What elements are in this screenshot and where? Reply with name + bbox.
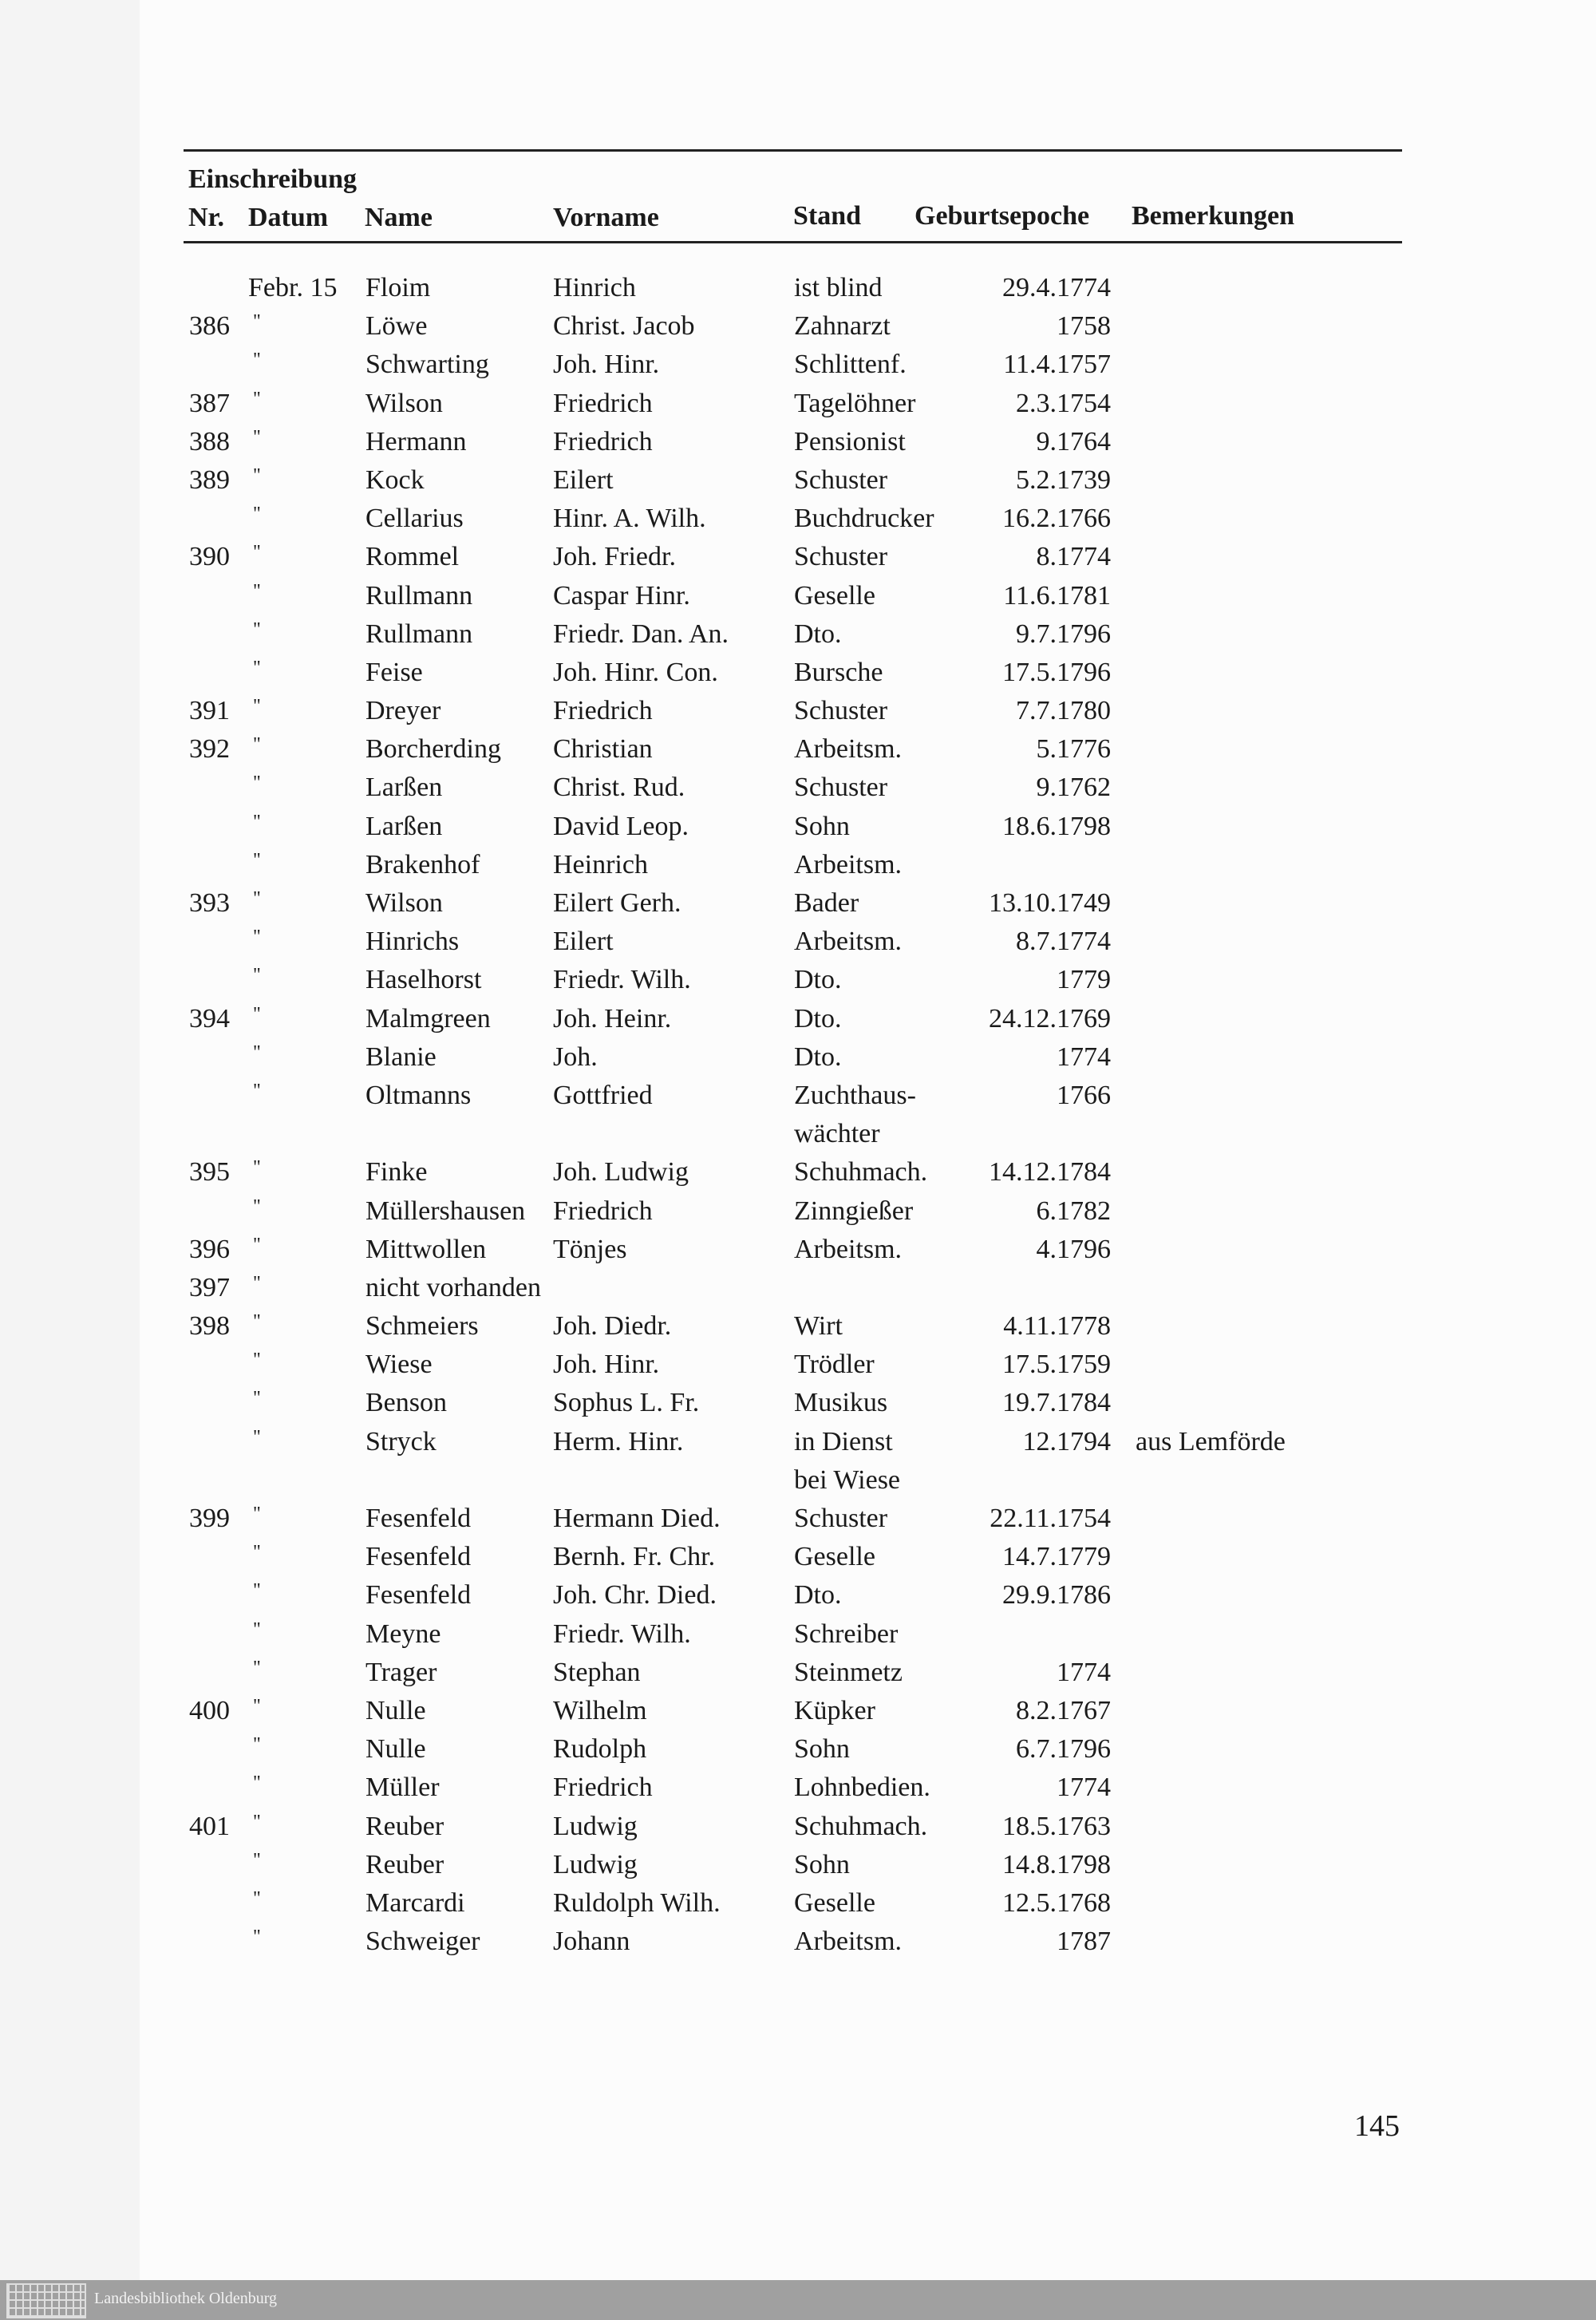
table-row xyxy=(0,577,1596,615)
first-name: Christ. Rud. xyxy=(553,773,685,803)
surname: Malmgreen xyxy=(365,1003,491,1034)
header-rule xyxy=(184,241,1402,243)
first-name: Ruldolph Wilh. xyxy=(553,1887,721,1918)
surname: Feise xyxy=(365,657,423,687)
birth-date: 8.2.1767 xyxy=(1016,1695,1111,1725)
entry-number: 400 xyxy=(189,1695,230,1725)
surname: Hermann xyxy=(365,426,467,456)
page-number: 145 xyxy=(1354,2109,1400,2143)
table-row xyxy=(0,1576,1596,1615)
first-name: Hinr. A. Wilh. xyxy=(553,504,706,534)
birth-date: 7.7.1780 xyxy=(1016,696,1111,726)
birth-date: 1766 xyxy=(1057,1080,1111,1110)
table-row xyxy=(0,1654,1596,1692)
surname: Fesenfeld xyxy=(365,1542,472,1572)
birth-date: 2.3.1754 xyxy=(1016,388,1111,418)
first-name: Hermann Died. xyxy=(553,1504,721,1533)
birth-date: 29.9.1786 xyxy=(1002,1580,1111,1611)
first-name: Gottfried xyxy=(553,1080,653,1110)
entry-date: " xyxy=(253,811,261,832)
surname: Müllershausen xyxy=(365,1196,526,1226)
surname: Mittwollen xyxy=(365,1234,487,1264)
birth-date: 17.5.1796 xyxy=(1002,657,1111,687)
table-row xyxy=(0,307,1596,346)
first-name: Joh. Friedr. xyxy=(553,542,676,572)
table-row xyxy=(0,884,1596,923)
entry-number: 399 xyxy=(189,1504,230,1533)
birth-date: 5.1776 xyxy=(1036,734,1111,765)
table-row xyxy=(0,1077,1596,1115)
first-name: Herm. Hinr. xyxy=(553,1426,684,1456)
birth-date: 9.1762 xyxy=(1036,773,1111,803)
occupation: Sohn xyxy=(794,811,850,841)
occupation: Dto. xyxy=(794,1580,842,1611)
first-name: Friedr. Wilh. xyxy=(553,965,691,995)
header-vorname: Vorname xyxy=(553,203,659,232)
entry-date: " xyxy=(253,1657,261,1678)
entry-date: " xyxy=(253,1196,261,1217)
library-building-icon xyxy=(6,2283,86,2318)
first-name: Caspar Hinr. xyxy=(553,580,690,611)
birth-date: 1779 xyxy=(1057,965,1111,995)
surname: Fesenfeld xyxy=(365,1580,472,1611)
birth-date: 14.8.1798 xyxy=(1002,1849,1111,1879)
entry-date: " xyxy=(253,1811,261,1832)
birth-date: 18.6.1798 xyxy=(1002,811,1111,841)
occupation: ist blind xyxy=(794,273,883,302)
table-row xyxy=(0,1615,1596,1654)
entry-number: 386 xyxy=(189,311,230,342)
first-name: Sophus L. Fr. xyxy=(553,1388,700,1418)
remark: aus Lemförde xyxy=(1136,1426,1286,1456)
surname: Nulle xyxy=(365,1695,426,1725)
occupation: Arbeitsm. xyxy=(794,1927,903,1957)
surname: Schweiger xyxy=(365,1927,480,1957)
table-row xyxy=(0,1730,1596,1769)
surname: Larßen xyxy=(365,773,443,803)
surname: Wiese xyxy=(365,1350,433,1380)
table-row xyxy=(0,1846,1596,1884)
first-name: Rudolph xyxy=(553,1734,647,1765)
surname: Trager xyxy=(365,1657,437,1687)
surname: Haselhorst xyxy=(365,965,482,995)
entry-date: " xyxy=(253,1542,261,1563)
entry-date: " xyxy=(253,1350,261,1371)
entry-date: " xyxy=(253,1311,261,1333)
first-name: Eilert xyxy=(553,927,614,957)
birth-date: 4.1796 xyxy=(1036,1234,1111,1264)
table-row xyxy=(0,1538,1596,1576)
table-row xyxy=(0,538,1596,576)
entry-date: " xyxy=(253,580,261,602)
occupation: Pensionist xyxy=(794,426,906,456)
occupation: Geselle xyxy=(794,1542,875,1572)
entry-date: " xyxy=(253,657,261,678)
entry-date: " xyxy=(253,311,261,333)
occupation: bei Wiese xyxy=(794,1464,901,1495)
first-name: Tönjes xyxy=(553,1234,627,1264)
table-row xyxy=(0,461,1596,500)
entry-number: 390 xyxy=(189,542,230,572)
entry-date: " xyxy=(253,1080,261,1101)
birth-date: 9.1764 xyxy=(1036,426,1111,456)
table-row xyxy=(0,730,1596,769)
first-name: Christian xyxy=(553,734,653,765)
header-geburtsepoche: Geburtsepoche xyxy=(915,201,1090,231)
header-bemerkungen: Bemerkungen xyxy=(1132,201,1294,231)
table-row xyxy=(0,1346,1596,1384)
occupation: Schuster xyxy=(794,1504,888,1533)
occupation: Dto. xyxy=(794,1003,842,1034)
birth-date: 17.5.1759 xyxy=(1002,1350,1111,1380)
entry-date: " xyxy=(253,1773,261,1794)
occupation: Steinmetz xyxy=(794,1657,903,1687)
table-row xyxy=(0,1153,1596,1192)
entry-date: " xyxy=(253,927,261,948)
entry-date: " xyxy=(253,1927,261,1948)
birth-date: 29.4.1774 xyxy=(1002,273,1111,302)
first-name: David Leop. xyxy=(553,811,689,841)
first-name: Joh. Hinr. xyxy=(553,350,660,380)
entry-date: " xyxy=(253,1695,261,1717)
table-row xyxy=(0,1307,1596,1346)
surname: Reuber xyxy=(365,1849,444,1879)
entry-date: " xyxy=(253,1388,261,1409)
birth-date: 1774 xyxy=(1057,1657,1111,1687)
table-row xyxy=(0,1231,1596,1269)
surname: Floim xyxy=(365,273,431,302)
entry-date: " xyxy=(253,1003,261,1025)
first-name: Johann xyxy=(553,1927,630,1957)
first-name: Friedrich xyxy=(553,426,653,456)
birth-date: 12.1794 xyxy=(1022,1426,1111,1456)
entry-date: " xyxy=(253,1734,261,1756)
entry-date: " xyxy=(253,1234,261,1255)
occupation: Schreiber xyxy=(794,1618,899,1649)
surname: nicht vorhanden xyxy=(365,1272,541,1302)
table-row xyxy=(0,1423,1596,1461)
first-name: Friedr. Wilh. xyxy=(553,1618,691,1649)
table-row xyxy=(0,1192,1596,1231)
table-row xyxy=(0,1115,1596,1153)
entry-date: " xyxy=(253,1272,261,1294)
entry-date: " xyxy=(253,1849,261,1871)
birth-date: 6.1782 xyxy=(1036,1196,1111,1226)
birth-date: 4.11.1778 xyxy=(1003,1311,1111,1342)
entry-number: 387 xyxy=(189,388,230,418)
table-row xyxy=(0,1000,1596,1038)
occupation: Trödler xyxy=(794,1350,875,1380)
birth-date: 24.12.1769 xyxy=(989,1003,1111,1034)
entry-date: " xyxy=(253,1887,261,1909)
birth-date: 1774 xyxy=(1057,1773,1111,1803)
entry-date: " xyxy=(253,849,261,871)
surname: Brakenhof xyxy=(365,849,480,879)
table-row xyxy=(0,1923,1596,1961)
first-name: Eilert Gerh. xyxy=(553,888,681,918)
surname: Blanie xyxy=(365,1041,437,1072)
birth-date: 18.5.1763 xyxy=(1002,1811,1111,1841)
surname: Schwarting xyxy=(365,350,489,380)
first-name: Joh. Hinr. Con. xyxy=(553,657,718,687)
occupation: Schlittenf. xyxy=(794,350,907,380)
first-name: Joh. Chr. Died. xyxy=(553,1580,717,1611)
entry-date: " xyxy=(253,1157,261,1179)
occupation: Arbeitsm. xyxy=(794,1234,903,1264)
birth-date: 11.6.1781 xyxy=(1003,580,1111,611)
surname: Cellarius xyxy=(365,504,464,534)
occupation: Schuster xyxy=(794,773,888,803)
occupation: Bursche xyxy=(794,657,883,687)
entry-number: 398 xyxy=(189,1311,230,1342)
table-row xyxy=(0,846,1596,884)
table-row xyxy=(0,923,1596,961)
header-stand: Stand xyxy=(793,201,862,231)
first-name: Joh. Hinr. xyxy=(553,1350,660,1380)
table-row xyxy=(0,654,1596,692)
first-name: Ludwig xyxy=(553,1849,638,1879)
occupation: Schuster xyxy=(794,696,888,726)
entry-date: " xyxy=(253,888,261,909)
birth-date: 1774 xyxy=(1057,1041,1111,1072)
surname: Oltmanns xyxy=(365,1080,472,1110)
entry-date: " xyxy=(253,1426,261,1448)
library-name: Landesbibliothek Oldenburg xyxy=(94,2290,278,2307)
surname: Rullmann xyxy=(365,580,473,611)
table-row xyxy=(0,1808,1596,1846)
occupation: Küpker xyxy=(794,1695,875,1725)
birth-date: 5.2.1739 xyxy=(1016,464,1111,495)
occupation: wächter xyxy=(794,1119,880,1149)
occupation: Zinngießer xyxy=(794,1196,914,1226)
first-name: Friedr. Dan. An. xyxy=(553,619,729,649)
entry-number: 394 xyxy=(189,1003,230,1034)
surname: Dreyer xyxy=(365,696,441,726)
top-rule xyxy=(184,149,1402,152)
surname: Finke xyxy=(365,1157,428,1188)
birth-date: 1787 xyxy=(1057,1927,1111,1957)
birth-date: 13.10.1749 xyxy=(989,888,1111,918)
entry-date: " xyxy=(253,350,261,371)
entry-date: " xyxy=(253,388,261,409)
surname: Schmeiers xyxy=(365,1311,479,1342)
entry-date: Febr. 15 xyxy=(248,273,338,302)
birth-date: 14.12.1784 xyxy=(989,1157,1111,1188)
entry-number: 401 xyxy=(189,1811,230,1841)
birth-date: 6.7.1796 xyxy=(1016,1734,1111,1765)
table-row xyxy=(0,1769,1596,1807)
entry-date: " xyxy=(253,1618,261,1640)
surname: Reuber xyxy=(365,1811,444,1841)
surname: Müller xyxy=(365,1773,440,1803)
entry-date: " xyxy=(253,542,261,563)
table-row xyxy=(0,615,1596,654)
table-row xyxy=(0,423,1596,461)
entry-number: 396 xyxy=(189,1234,230,1264)
surname: Larßen xyxy=(365,811,443,841)
entry-number: 388 xyxy=(189,426,230,456)
entry-date: " xyxy=(253,464,261,486)
table-row xyxy=(0,1692,1596,1730)
birth-date: 12.5.1768 xyxy=(1002,1887,1111,1918)
footer-bar xyxy=(0,2280,1596,2320)
occupation: Schuhmach. xyxy=(794,1811,928,1841)
birth-date: 1758 xyxy=(1057,311,1111,342)
occupation: Zahnarzt xyxy=(794,311,891,342)
table-row xyxy=(0,1884,1596,1923)
occupation: Dto. xyxy=(794,619,842,649)
birth-date: 11.4.1757 xyxy=(1003,350,1111,380)
entry-number: 395 xyxy=(189,1157,230,1188)
entry-date: " xyxy=(253,1041,261,1063)
occupation: Wirt xyxy=(794,1311,843,1342)
first-name: Friedrich xyxy=(553,388,653,418)
entry-number: 397 xyxy=(189,1272,230,1302)
occupation: Schuhmach. xyxy=(794,1157,928,1188)
table-row xyxy=(0,1038,1596,1077)
header-datum: Datum xyxy=(248,203,329,232)
occupation: Dto. xyxy=(794,965,842,995)
table-row xyxy=(0,1500,1596,1538)
first-name: Christ. Jacob xyxy=(553,311,695,342)
first-name: Friedrich xyxy=(553,1773,653,1803)
entry-date: " xyxy=(253,734,261,756)
occupation: Zuchthaus- xyxy=(794,1080,916,1110)
header-nr: Nr. xyxy=(188,203,225,232)
surname: Stryck xyxy=(365,1426,437,1456)
birth-date: 19.7.1784 xyxy=(1002,1388,1111,1418)
occupation: Geselle xyxy=(794,580,875,611)
first-name: Joh. Heinr. xyxy=(553,1003,672,1034)
first-name: Joh. Ludwig xyxy=(553,1157,689,1188)
occupation: Lohnbedien. xyxy=(794,1773,930,1803)
occupation: Schuster xyxy=(794,464,888,495)
occupation: in Dienst xyxy=(794,1426,893,1456)
surname: Marcardi xyxy=(365,1887,465,1918)
header-name: Name xyxy=(365,203,433,232)
surname: Borcherding xyxy=(365,734,501,765)
surname: Wilson xyxy=(365,888,443,918)
entry-number: 392 xyxy=(189,734,230,765)
table-row xyxy=(0,385,1596,423)
first-name: Wilhelm xyxy=(553,1695,647,1725)
surname: Löwe xyxy=(365,311,428,342)
header-group: Einschreibung xyxy=(188,164,358,194)
entry-date: " xyxy=(253,773,261,794)
table-row xyxy=(0,269,1596,307)
occupation: Schuster xyxy=(794,542,888,572)
entry-date: " xyxy=(253,426,261,448)
occupation: Bader xyxy=(794,888,859,918)
surname: Rullmann xyxy=(365,619,473,649)
entry-date: " xyxy=(253,619,261,640)
table-row xyxy=(0,961,1596,999)
birth-date: 14.7.1779 xyxy=(1002,1542,1111,1572)
table-row xyxy=(0,346,1596,384)
surname: Kock xyxy=(365,464,425,495)
surname: Nulle xyxy=(365,1734,426,1765)
entry-date: " xyxy=(253,504,261,525)
birth-date: 8.7.1774 xyxy=(1016,927,1111,957)
first-name: Heinrich xyxy=(553,849,648,879)
table-row xyxy=(0,769,1596,807)
occupation: Arbeitsm. xyxy=(794,927,903,957)
surname: Fesenfeld xyxy=(365,1504,472,1533)
first-name: Joh. Diedr. xyxy=(553,1311,672,1342)
occupation: Sohn xyxy=(794,1849,850,1879)
birth-date: 16.2.1766 xyxy=(1002,504,1111,534)
occupation: Tagelöhner xyxy=(794,388,916,418)
occupation: Geselle xyxy=(794,1887,875,1918)
table-row xyxy=(0,500,1596,538)
occupation: Arbeitsm. xyxy=(794,734,903,765)
first-name: Eilert xyxy=(553,464,614,495)
first-name: Hinrich xyxy=(553,273,636,302)
entry-date: " xyxy=(253,1504,261,1524)
surname: Hinrichs xyxy=(365,927,460,957)
entry-number: 391 xyxy=(189,696,230,726)
entry-number: 389 xyxy=(189,464,230,495)
table-row xyxy=(0,692,1596,730)
table-row xyxy=(0,1461,1596,1500)
surname: Rommel xyxy=(365,542,460,572)
occupation: Dto. xyxy=(794,1041,842,1072)
entry-date: " xyxy=(253,965,261,986)
occupation: Musikus xyxy=(794,1388,888,1418)
first-name: Stephan xyxy=(553,1657,641,1687)
surname: Wilson xyxy=(365,388,443,418)
birth-date: 22.11.1754 xyxy=(990,1504,1111,1533)
first-name: Ludwig xyxy=(553,1811,638,1841)
surname: Meyne xyxy=(365,1618,441,1649)
register-table xyxy=(0,269,1596,1961)
birth-date: 9.7.1796 xyxy=(1016,619,1111,649)
first-name: Joh. xyxy=(553,1041,598,1072)
first-name: Friedrich xyxy=(553,696,653,726)
birth-date: 8.1774 xyxy=(1036,542,1111,572)
occupation: Buchdrucker xyxy=(794,504,934,534)
entry-date: " xyxy=(253,1580,261,1602)
occupation: Sohn xyxy=(794,1734,850,1765)
table-row xyxy=(0,1269,1596,1307)
surname: Benson xyxy=(365,1388,447,1418)
entry-date: " xyxy=(253,696,261,717)
first-name: Friedrich xyxy=(553,1196,653,1226)
first-name: Bernh. Fr. Chr. xyxy=(553,1542,716,1572)
table-row xyxy=(0,808,1596,846)
entry-number: 393 xyxy=(189,888,230,918)
table-row xyxy=(0,1384,1596,1422)
occupation: Arbeitsm. xyxy=(794,849,903,879)
